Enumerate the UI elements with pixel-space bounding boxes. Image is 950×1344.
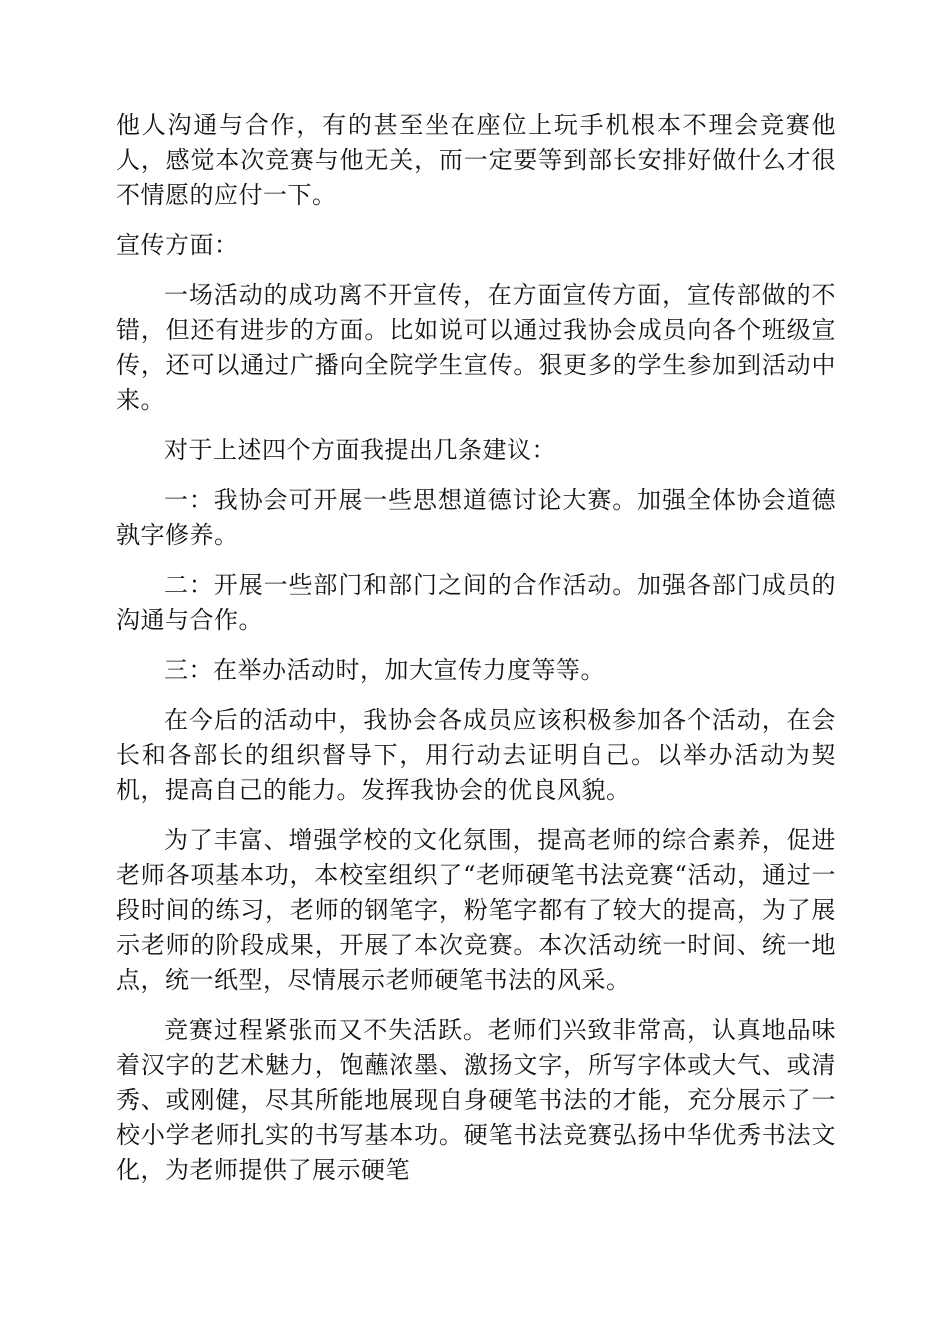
suggestion-1: 一：我协会可开展一些思想道德讨论大赛。加强全体协会道德孰字修养。 [116, 486, 836, 549]
paragraph-9: 为了丰富、增强学校的文化氛围，提高老师的综合素养，促进老师各项基本功，本校室组织了“老师硬笔书法竞赛“活动，通过一段时间的练习，老师的钢笔字，粉笔字都有了较大的提高，为了展示老师的阶段成果，开展了本次竞赛。本次活动统一时间、统一地点，统一纸型，尽情展示老师硬笔书法的风采。 [116, 826, 836, 994]
paragraph-8: 在今后的活动中，我协会各成员应该积极参加各个活动，在会长和各部长的组织督导下，用行动去证明自己。以举办活动为契机，提高自己的能力。发挥我协会的优良风貌。 [116, 706, 836, 804]
suggestion-2: 二：开展一些部门和部门之间的合作活动。加强各部门成员的沟通与合作。 [116, 571, 836, 634]
paragraph-1: 他人沟通与合作，有的甚至坐在座位上玩手机根本不理会竞赛他人，感觉本次竞赛与他无关，而一定要等到部长安排好做什么才很不情愿的应付一下。 [116, 111, 836, 209]
section-heading-publicity: 宣传方面： [116, 231, 239, 259]
document-body [116, 108, 836, 1203]
paragraph-10: 竞赛过程紧张而又不失活跃。老师们兴致非常高，认真地品味着汉字的艺术魅力，饱蘸浓墨、激扬文字，所写字体或大气、或清秀、或刚健，尽其所能地展现自身硬笔书法的才能，充分展示了一校小学老师扎实的书写基本功。硬笔书法竞赛弘扬中华优秀书法文化，为老师提供了展示硬笔 [116, 1016, 836, 1184]
paragraph-4: 对于上述四个方面我提出几条建议： [164, 436, 556, 464]
paragraph-3: 一场活动的成功离不开宣传，在方面宣传方面，宣传部做的不错，但还有进步的方面。比如说可以通过我协会成员向各个班级宣传，还可以通过广播向全院学生宣传。狠更多的学生参加到活动中来。 [116, 281, 836, 414]
suggestion-3: 三：在举办活动时，加大宣传力度等等。 [164, 656, 605, 684]
